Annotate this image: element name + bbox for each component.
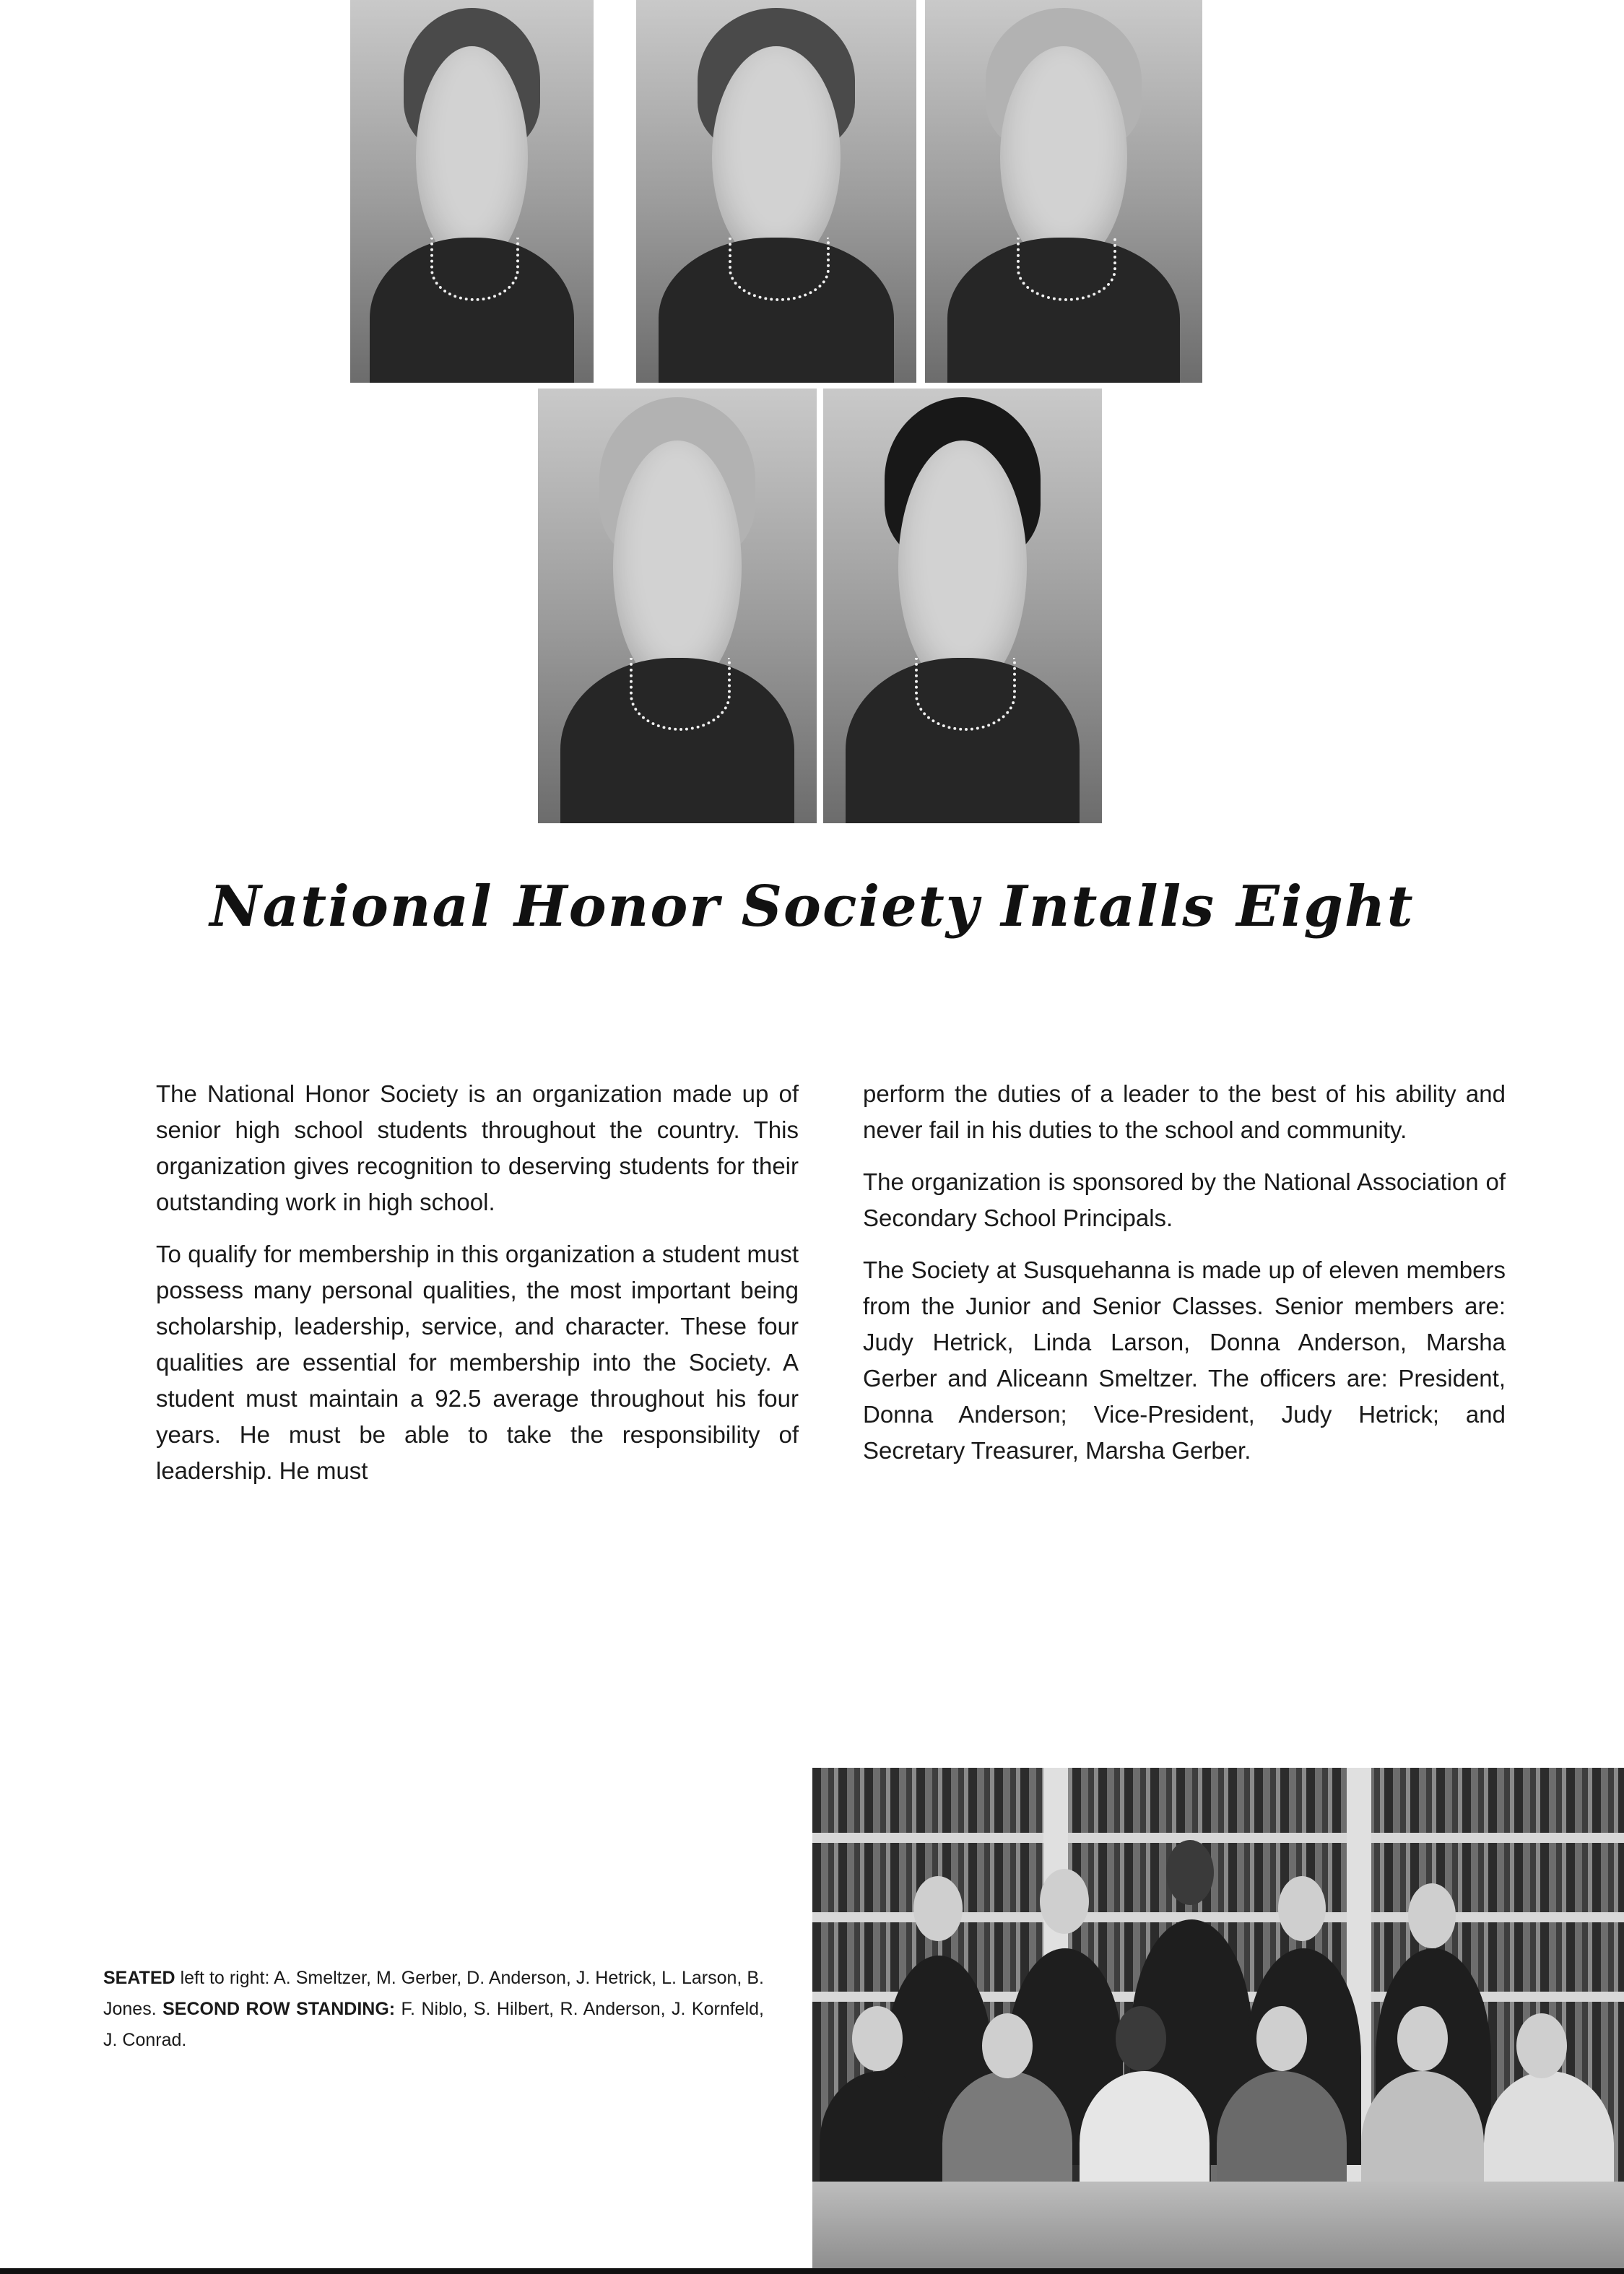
body-paragraph: perform the duties of a leader to the best of his ability and never fail in his duties to the school and community.	[863, 1080, 1506, 1143]
portrait-photo-1	[350, 0, 594, 383]
portrait-necklace	[630, 658, 730, 730]
body-paragraph: The National Honor Society is an organization made up of senior high school students throughout the country. This organization gives recognition to deserving students for their outstanding work in high school.	[156, 1080, 799, 1215]
caption-standing-text: F. Niblo, S. Hilbert, R. Anderson, J. Kornfeld, J. Conrad.	[103, 1999, 764, 2050]
library-table	[812, 2182, 1624, 2268]
portrait-face	[898, 441, 1027, 693]
body-column-right	[863, 1076, 1506, 1485]
body-paragraph: The organization is sponsored by the National Association of Secondary School Principals.	[863, 1168, 1506, 1231]
caption-seated-label: SEATED	[103, 1968, 175, 1988]
portrait-photo-3	[925, 0, 1202, 383]
student-face	[982, 2013, 1033, 2078]
portrait-photo-4	[538, 389, 817, 823]
student-face	[1278, 1876, 1326, 1941]
portrait-necklace	[430, 238, 519, 302]
body-paragraph: To qualify for membership in this organization a student must possess many personal qualities, the most important being scholarship, leadership, service, and character. These four qualities are essential for membership into the Society. A student must maintain a 92.5 average throughout his four years. He must be able to take the responsibility of leadership. He must	[156, 1241, 799, 1484]
body-paragraph: The Society at Susquehanna is made up of eleven members from the Junior and Senior Classes. Senior members are: Judy Hetrick, Linda Larson, Donna Anderson, Marsha Gerber and Aliceann Smeltzer. The officers are: President, Donna Anderson; Vice-President, Judy Hetrick; and Secretary Treasurer, Marsha Gerber.	[863, 1257, 1506, 1464]
student-face	[1397, 2006, 1448, 2071]
page-title: National Honor Society Intalls Eight	[209, 874, 1415, 939]
photo-caption	[103, 1963, 764, 2056]
caption-standing-label: SECOND ROW STANDING:	[162, 1999, 396, 2019]
student-face	[1408, 1883, 1456, 1948]
portrait-face	[613, 441, 742, 693]
portrait-necklace	[1017, 238, 1117, 302]
student-face	[1516, 2013, 1567, 2078]
portrait-photo-5	[823, 389, 1102, 823]
portrait-face	[1000, 46, 1128, 268]
student-face	[852, 2006, 903, 2071]
portrait-face	[416, 46, 528, 268]
shelf	[812, 1833, 1624, 1843]
portrait-necklace	[729, 238, 830, 302]
body-column-left	[156, 1076, 799, 1505]
student-face	[1040, 1869, 1089, 1934]
page-bottom-rule	[0, 2268, 1624, 2274]
portrait-photo-2	[636, 0, 916, 383]
portrait-necklace	[915, 658, 1015, 730]
student-face	[913, 1876, 963, 1941]
caption-seated-text: left to right: A. Smeltzer, M. Gerber, D. Anderson, J. Hetrick, L. Larson, B. Jones.	[103, 1968, 764, 2019]
portrait-face	[712, 46, 841, 268]
student-face	[1166, 1840, 1214, 1905]
student-face	[1256, 2006, 1307, 2071]
group-photo	[812, 1768, 1624, 2268]
student-face	[1116, 2006, 1166, 2071]
